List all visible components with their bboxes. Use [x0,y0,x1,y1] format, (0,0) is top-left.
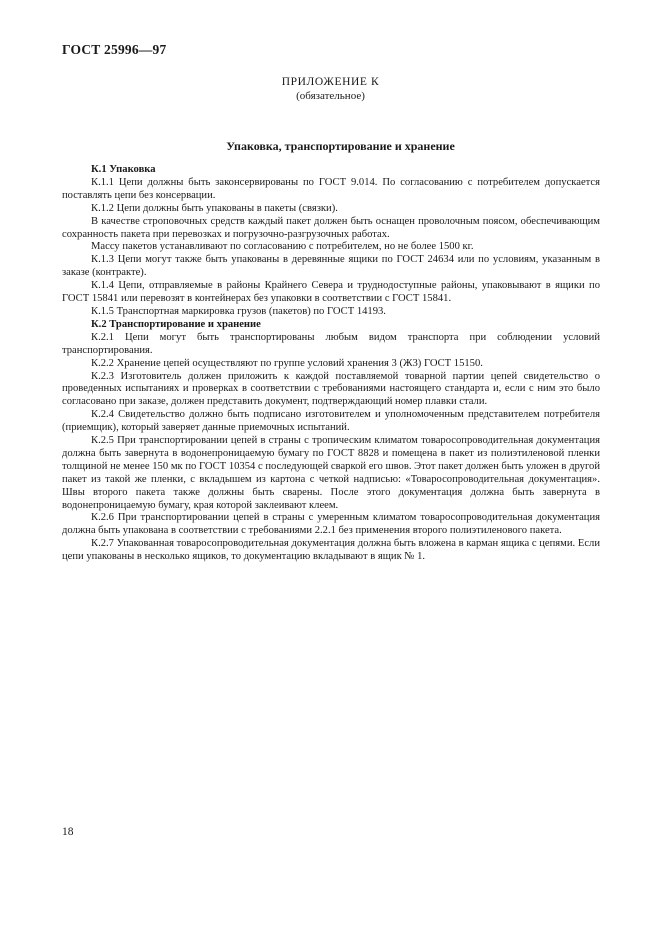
paragraph: К.2.4 Свидетельство должно быть подписано изготовителем и уполномоченным представителем потребителя (приемщик), который заверяет данные приемочных испытаний. [62,409,600,434]
paragraph: К.1.4 Цепи, отправляемые в районы Крайнего Севера и труднодоступные районы, упаковывают в ящики по ГОСТ 15841 или перевозят в контейнерах без упаковки в соответствии с ГОСТ 15841. [62,280,600,305]
paragraph: К.2.3 Изготовитель должен приложить к каждой поставляемой товарной партии цепей свидетельство о проведенных испытаниях и проверках в соответствии с требованиями настоящего стандарта и, если с ним это было согласовано при заказе, должен представить документ, подтверждающий номер плавки стали. [62,370,600,408]
page-number: 18 [62,826,74,838]
paragraph: Массу пакетов устанавливают по согласованию с потребителем, но не более 1500 кг. [91,241,474,253]
paragraph: К.1.5 Транспортная маркировка грузов (пакетов) по ГОСТ 14193. [91,305,386,317]
subsection-heading: К.2 Транспортирование и хранение [91,318,261,330]
section-title: Упаковка, транспортирование и хранение [226,139,455,153]
paragraph: К.1.3 Цепи могут также быть упакованы в деревянные ящики по ГОСТ 24634 или по условиям, указанным в заказе (контракте). [62,254,600,279]
paragraph: К.2.1 Цепи могут быть транспортированы любым видом транспорта при соблюдении условий транспортирования. [62,331,600,356]
paragraph: К.2.2 Хранение цепей осуществляют по группе условий хранения 3 (Ж3) ГОСТ 15150. [91,357,483,369]
paragraph: К.2.7 Упакованная товаросопроводительная документация должна быть вложена в карман ящика с цепями. Если цепи упакованы в несколько ящиков, то документацию вкладывают в ящик № 1. [62,538,600,563]
standard-code: ГОСТ 25996—97 [62,42,167,57]
paragraph: К.1.1 Цепи должны быть законсервированы по ГОСТ 9.014. По согласованию с потребителем допускается поставлять цепи без консервации. [62,176,600,201]
appendix-note: (обязательное) [296,90,365,102]
body-text [62,164,600,564]
paragraph: К.2.5 При транспортировании цепей в страны с тропическим климатом товаросопроводительная документация должна быть завернута в водонепроницаемую бумагу по ГОСТ 8828 и помещена в пакет из полиэтиленовой пленки толщиной не менее 150 мк по ГОСТ 10354 с последующей сваркой его швов. Этот пакет должен быть уложен в другой пакет из такой же пленки, с вкладышем из картона с четкой надписью: «Товаросопроводительная документация». Швы второго пакета также должны быть сварены. После этого документация должна быть завернута в водонепроницаемую бумагу, края которой заклеивают клеем. [62,435,600,511]
paragraph: К.2.6 При транспортировании цепей в страны с умеренным климатом товаросопроводительная документация должна быть упакована в соответствии с требованиями 2.2.1 без применения второго полиэтиленового пакета. [62,512,600,537]
appendix-title: ПРИЛОЖЕНИЕ К [281,76,380,88]
paragraph: В качестве строповочных средств каждый пакет должен быть оснащен проволочным поясом, обеспечивающим сохранность пакета при перевозках и погрузочно-разгрузочных работах. [62,215,600,240]
subsection-heading: К.1 Упаковка [91,164,156,175]
paragraph: К.1.2 Цепи должны быть упакованы в пакеты (связки). [91,202,338,214]
